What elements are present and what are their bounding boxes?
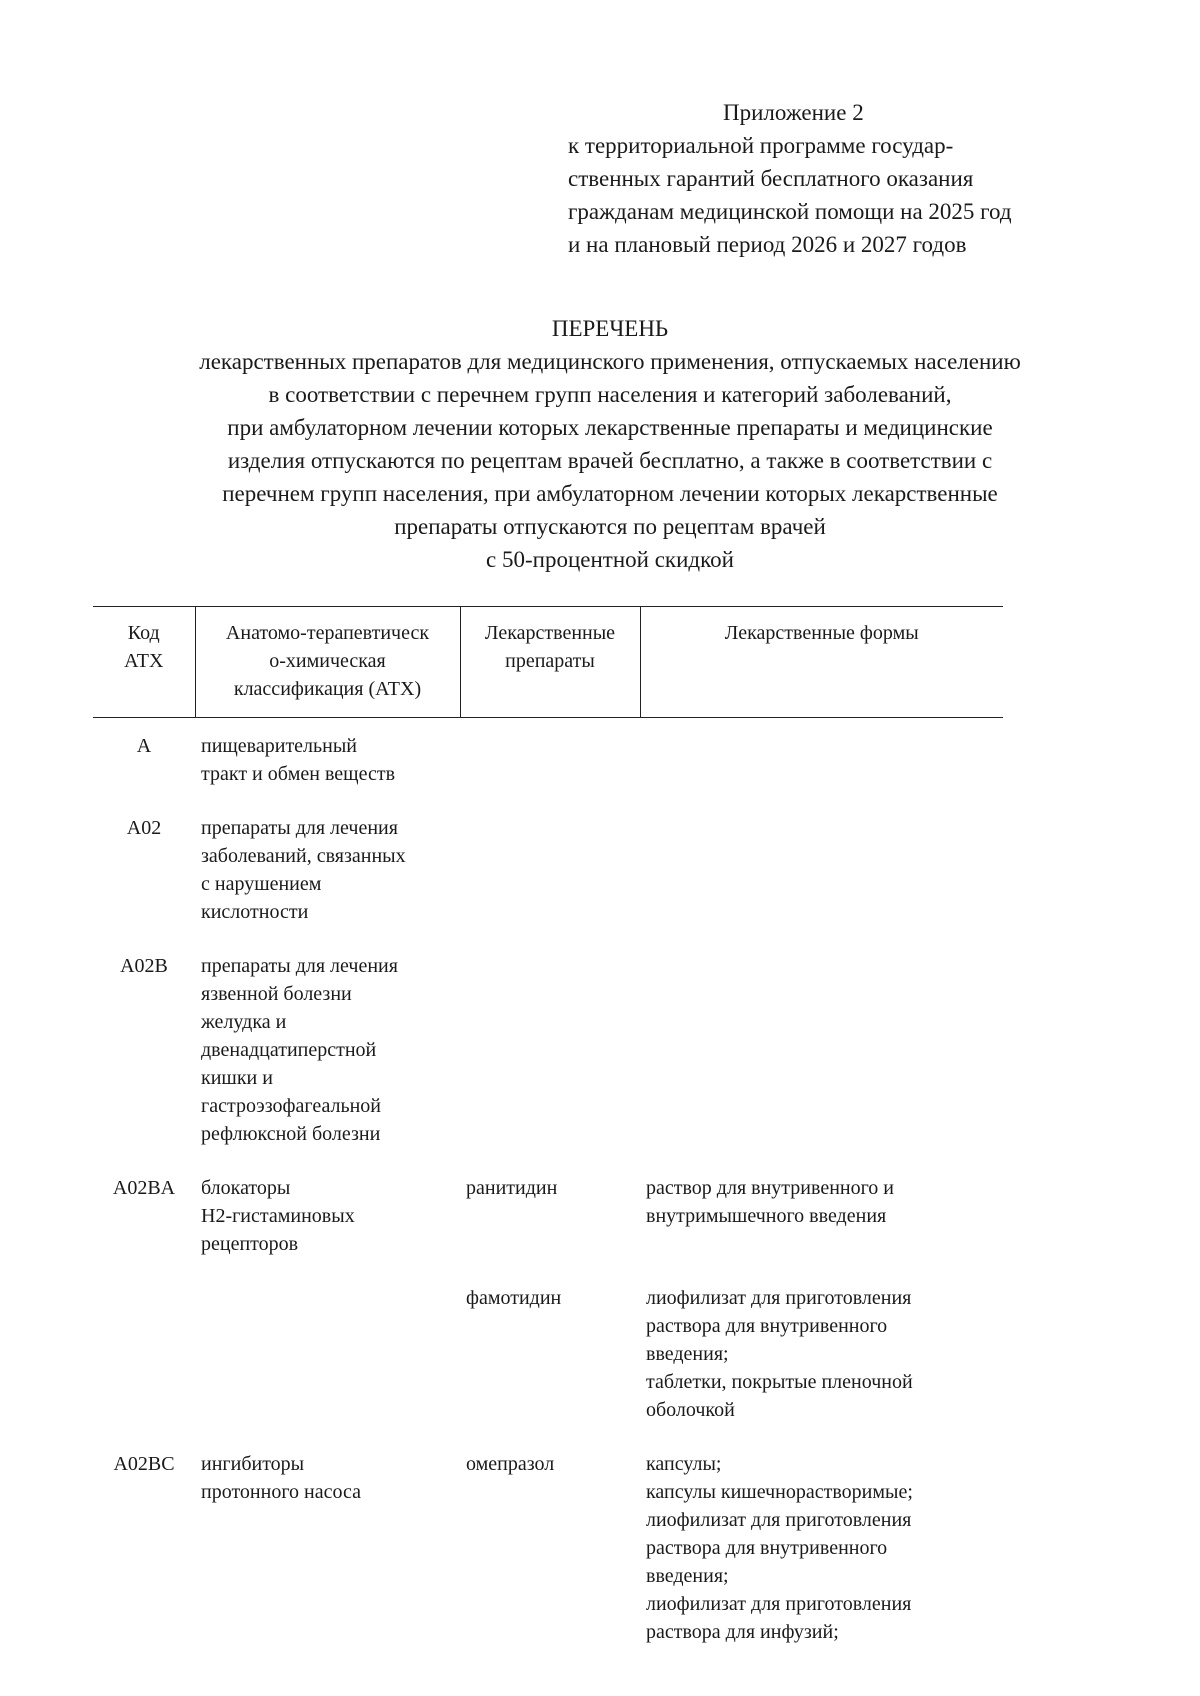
cell-class — [195, 952, 460, 1148]
drug-text: омепразол — [466, 1453, 555, 1475]
class-text: язвенной болезни — [201, 983, 352, 1005]
header-classification: Анатомо-терапевтическ о-химическая классификация (АТХ) — [195, 607, 460, 718]
annex-line: гражданам медицинской помощи на 2025 год — [568, 199, 1012, 224]
table-row — [93, 718, 1003, 789]
class-text: двенадцатиперстной — [201, 1039, 377, 1061]
class-text: гастроэзофагеальной — [201, 1095, 382, 1117]
cell-forms — [640, 814, 1003, 926]
cell-drug — [460, 952, 640, 1148]
forms-text: оболочкой — [646, 1399, 735, 1421]
row-spacer — [93, 788, 1003, 814]
row-spacer — [93, 926, 1003, 952]
document-heading — [60, 312, 1160, 576]
forms-text: лиофилизат для приготовления — [646, 1287, 912, 1309]
heading-line: перечнем групп населения, при амбулаторном лечении которых лекарственные — [222, 481, 998, 506]
annex-title: Приложение 2 — [723, 100, 864, 125]
annex-line: к территориальной программе государ- — [568, 133, 954, 158]
annex-line: ственных гарантий бесплатного оказания — [568, 166, 974, 191]
table-row — [93, 1284, 1003, 1424]
cell-code — [93, 718, 195, 789]
atc-code: A02 — [126, 817, 162, 839]
heading-line: лекарственных препаратов для медицинского применения, отпускаемых населению — [199, 349, 1021, 374]
cell-forms — [640, 1174, 1003, 1258]
cell-forms — [640, 1284, 1003, 1424]
class-text: ингибиторы — [201, 1453, 305, 1475]
forms-text: внутримышечного введения — [646, 1205, 887, 1227]
forms-text: раствор для внутривенного и — [646, 1177, 895, 1199]
drug-list-table — [93, 606, 1003, 1646]
class-text: H2-гистаминовых — [201, 1205, 355, 1227]
cell-drug — [460, 718, 640, 789]
annex-line: и на плановый период 2026 и 2027 годов — [568, 232, 967, 257]
table-header-row — [93, 607, 1003, 718]
header-drugs: Лекарственные препараты — [460, 607, 640, 718]
cell-forms — [640, 1450, 1003, 1646]
cell-class — [195, 718, 460, 789]
class-text: рефлюксной болезни — [201, 1123, 381, 1145]
class-text: пищеварительный — [201, 735, 358, 757]
cell-code — [93, 814, 195, 926]
heading-title: ПЕРЕЧЕНЬ — [551, 316, 669, 341]
class-text: блокаторы — [201, 1177, 291, 1199]
header-forms: Лекарственные формы — [640, 607, 1003, 718]
heading-line: с 50-процентной скидкой — [486, 547, 734, 572]
table-row — [93, 1450, 1003, 1646]
drug-text: ранитидин — [466, 1177, 558, 1199]
cell-code — [93, 1174, 195, 1258]
header-code: Код АТХ — [93, 607, 195, 718]
cell-forms — [640, 952, 1003, 1148]
cell-drug — [460, 1450, 640, 1646]
row-spacer — [93, 1258, 1003, 1284]
cell-code — [93, 1450, 195, 1646]
forms-text: капсулы; — [646, 1453, 722, 1475]
cell-class — [195, 814, 460, 926]
drug-list-table-wrap — [93, 606, 1003, 1646]
heading-line: при амбулаторном лечении которых лекарственные препараты и медицинские — [227, 415, 993, 440]
table-row — [93, 952, 1003, 1148]
atc-code: A02BA — [112, 1177, 176, 1199]
class-text: кислотности — [201, 901, 309, 923]
forms-text: раствора для инфузий; — [646, 1621, 839, 1643]
heading-line: в соответствии с перечнем групп населения и категорий заболеваний, — [268, 382, 952, 407]
table-row — [93, 1174, 1003, 1258]
heading-line: препараты отпускаются по рецептам врачей — [394, 514, 826, 539]
cell-drug — [460, 814, 640, 926]
annex-block — [568, 96, 1128, 261]
cell-forms — [640, 718, 1003, 789]
cell-class — [195, 1284, 460, 1424]
class-text: с нарушением — [201, 873, 322, 895]
forms-text: введения; — [646, 1565, 729, 1587]
atc-code: A02B — [120, 955, 168, 977]
class-text: протонного насоса — [201, 1481, 361, 1503]
forms-text: капсулы кишечнорастворимые; — [646, 1481, 913, 1503]
row-spacer — [93, 1424, 1003, 1450]
forms-text: раствора для внутривенного — [646, 1315, 888, 1337]
forms-text: введения; — [646, 1343, 729, 1365]
cell-code — [93, 952, 195, 1148]
forms-text: таблетки, покрытые пленочной — [646, 1371, 913, 1393]
cell-class — [195, 1450, 460, 1646]
cell-code — [93, 1284, 195, 1424]
row-spacer — [93, 1148, 1003, 1174]
cell-class — [195, 1174, 460, 1258]
cell-drug — [460, 1284, 640, 1424]
atc-code: A02BC — [113, 1453, 175, 1475]
class-text: препараты для лечения — [201, 955, 398, 977]
class-text: тракт и обмен веществ — [201, 763, 396, 785]
cell-drug — [460, 1174, 640, 1258]
class-text: кишки и — [201, 1067, 273, 1089]
table-body — [93, 718, 1003, 1647]
forms-text: лиофилизат для приготовления — [646, 1593, 912, 1615]
table-row — [93, 814, 1003, 926]
class-text: препараты для лечения — [201, 817, 398, 839]
drug-text: фамотидин — [466, 1287, 562, 1309]
class-text: желудка и — [201, 1011, 287, 1033]
class-text: заболеваний, связанных — [201, 845, 406, 867]
class-text: рецепторов — [201, 1233, 299, 1255]
heading-line: изделия отпускаются по рецептам врачей бесплатно, а также в соответствии с — [227, 448, 993, 473]
atc-code: A — [136, 735, 152, 757]
forms-text: лиофилизат для приготовления — [646, 1509, 912, 1531]
forms-text: раствора для внутривенного — [646, 1537, 888, 1559]
